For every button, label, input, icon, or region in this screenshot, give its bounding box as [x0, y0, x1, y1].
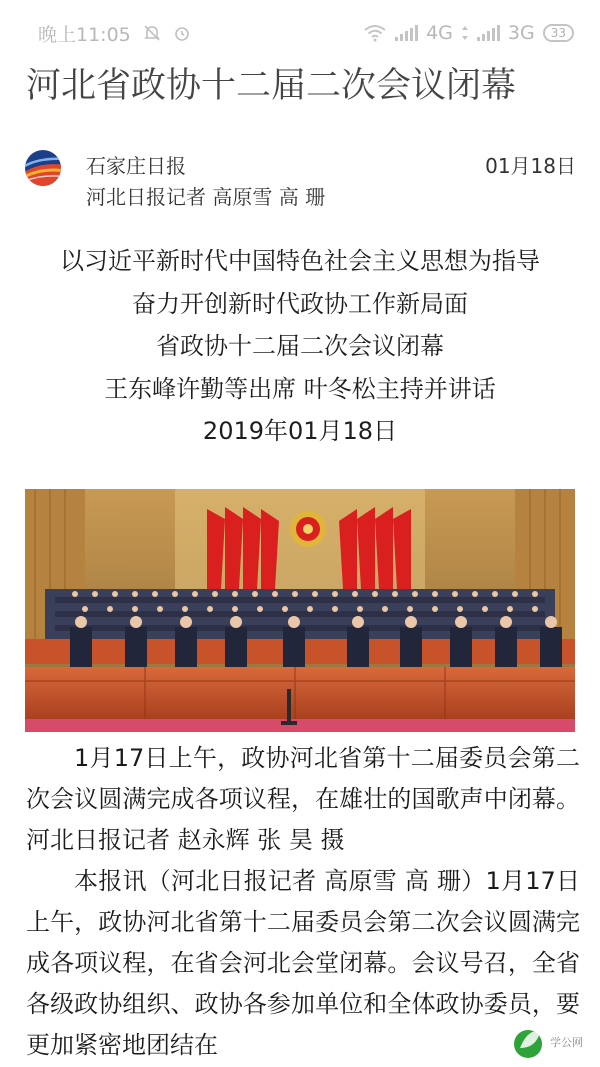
headline-line-3: 省政协十二届二次会议闭幕	[156, 332, 444, 360]
source-logo-icon[interactable]	[24, 149, 62, 187]
headline-line-2: 奋力开创新时代政协工作新局面	[132, 289, 468, 318]
headline-block	[0, 240, 600, 453]
leaf-logo-icon	[506, 1022, 550, 1062]
network-type-3g: 3G	[507, 22, 535, 44]
status-bar	[0, 0, 600, 66]
network-type-4g: 4G	[426, 22, 453, 44]
source-row	[24, 146, 576, 212]
article-title: 河北省政协十二届二次会议闭幕	[26, 66, 517, 106]
wifi-icon	[363, 24, 387, 42]
mute-bell-icon	[143, 24, 161, 42]
site-watermark	[506, 1022, 596, 1062]
status-time: 晚上11:05	[38, 23, 131, 46]
conference-hall-photo[interactable]	[25, 489, 575, 732]
watermark-text: 学公网	[550, 1036, 583, 1049]
photo-caption: 1月17日上午，政协河北省第十二届委员会第二次会议圆满完成各项议程，在雄壮的国歌声中闭幕。河北日报记者 赵永辉 张 昊 摄	[26, 744, 580, 854]
alarm-clock-icon	[173, 24, 191, 42]
battery-indicator: 33	[543, 24, 574, 42]
signal-strength-icon	[395, 25, 418, 41]
headline-line-4: 王东峰许勤等出席 叶冬松主持并讲话	[104, 374, 496, 403]
publish-date: 01月18日	[485, 154, 576, 178]
headline-line-5: 2019年01月18日	[202, 417, 398, 445]
article-body	[26, 738, 580, 1066]
data-transfer-icon	[461, 25, 469, 41]
headline-line-1: 以习近平新时代中国特色社会主义思想为指导	[60, 247, 540, 275]
signal-strength-icon-2	[477, 25, 500, 41]
article-authors: 河北日报记者 高原雪 高 珊	[86, 185, 326, 209]
source-name[interactable]: 石家庄日报	[86, 154, 186, 178]
article-paragraph: 本报讯（河北日报记者 高原雪 高 珊）1月17日上午，政协河北省第十二届委员会第二次会议圆满完成各项议程，在省会河北会堂闭幕。会议号召，全省各级政协组织、政协各参加单位和全体政协委员，要更加紧密地团结在	[26, 867, 580, 1059]
